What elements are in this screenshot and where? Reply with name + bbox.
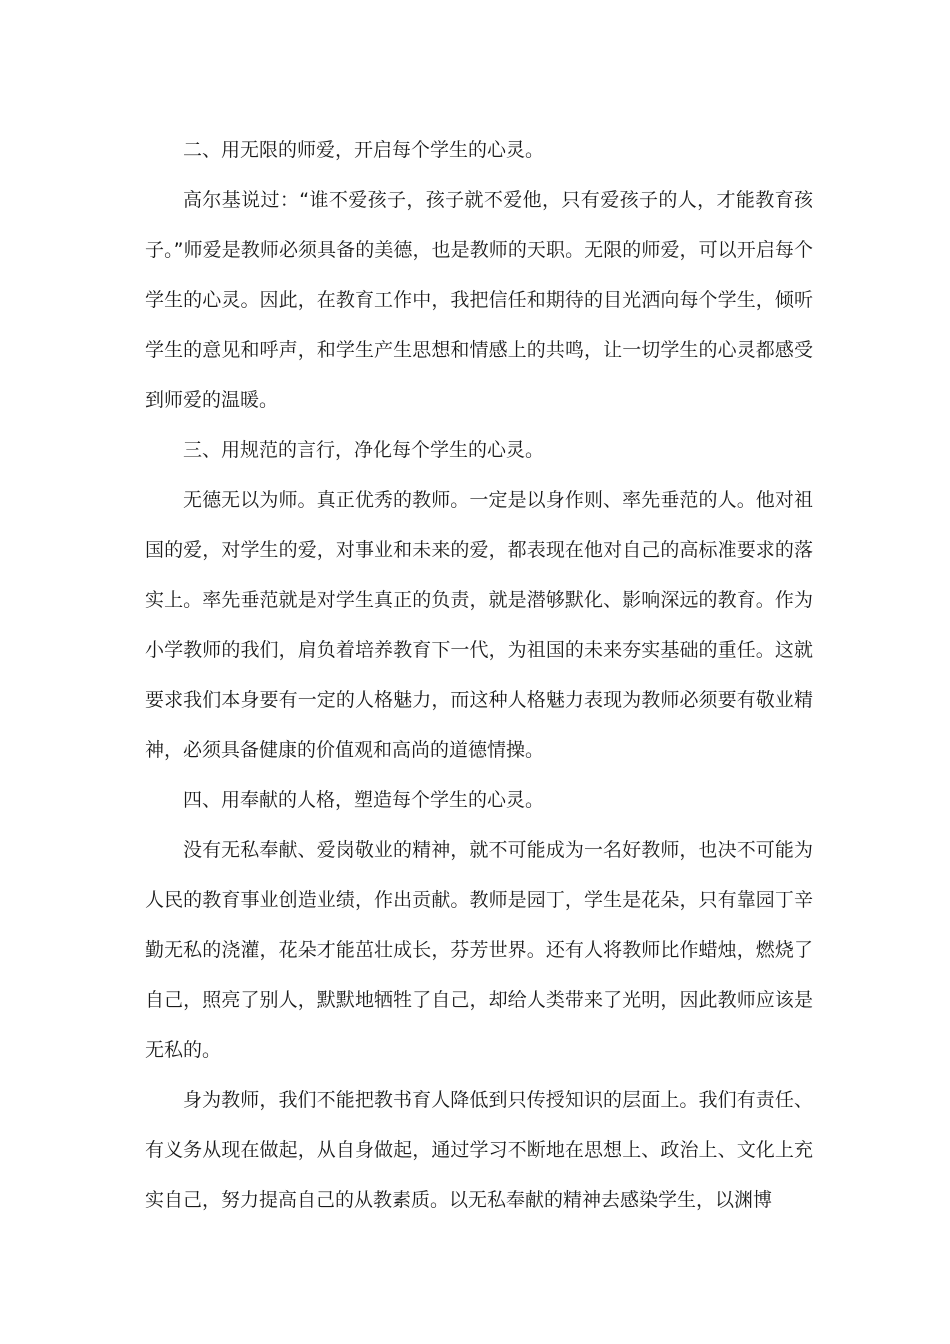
body-paragraph: 身为教师，我们不能把教书育人降低到只传授知识的层面上。我们有责任、有义务从现在做起，从自身做起，通过学习不断地在思想上、政治上、文化上充实自己，努力提高自己的从教素质。以无私奉献的精神去感染学生，以渊博 [145,1089,813,1211]
section-heading-4: 四、用奉献的人格，塑造每个学生的心灵。 [183,789,545,811]
body-paragraph: 高尔基说过：“谁不爱孩子，孩子就不爱他，只有爱孩子的人，才能教育孩子。”师爱是教师必须具备的美德，也是教师的天职。无限的师爱，可以开启每个学生的心灵。因此，在教育工作中，我把信任和期待的目光洒向每个学生，倾听学生的意见和呼声，和学生产生思想和情感上的共鸣，让一切学生的心灵都感受到师爱的温暖。 [145,189,813,411]
section-heading-3: 三、用规范的言行，净化每个学生的心灵。 [183,439,545,461]
body-paragraph: 无德无以为师。真正优秀的教师。一定是以身作则、率先垂范的人。他对祖国的爱，对学生的爱，对事业和未来的爱，都表现在他对自己的高标准要求的落实上。率先垂范就是对学生真正的负责，就是潜够默化、影响深远的教育。作为小学教师的我们，肩负着培养教育下一代，为祖国的未来夯实基础的重任。这就要求我们本身要有一定的人格魅力，而这种人格魅力表现为教师必须要有敬业精神，必须具备健康的价值观和高尚的道德情操。 [145,489,813,761]
document-body [145,125,813,1225]
section-heading-2: 二、用无限的师爱，开启每个学生的心灵。 [183,139,545,161]
body-paragraph: 没有无私奉献、爱岗敬业的精神，就不可能成为一名好教师，也决不可能为人民的教育事业创造业绩，作出贡献。教师是园丁，学生是花朵，只有靠园丁辛勤无私的浇灌，花朵才能茁壮成长，芬芳世界。还有人将教师比作蜡烛，燃烧了自己，照亮了别人，默默地牺牲了自己，却给人类带来了光明，因此教师应该是无私的。 [145,839,813,1061]
